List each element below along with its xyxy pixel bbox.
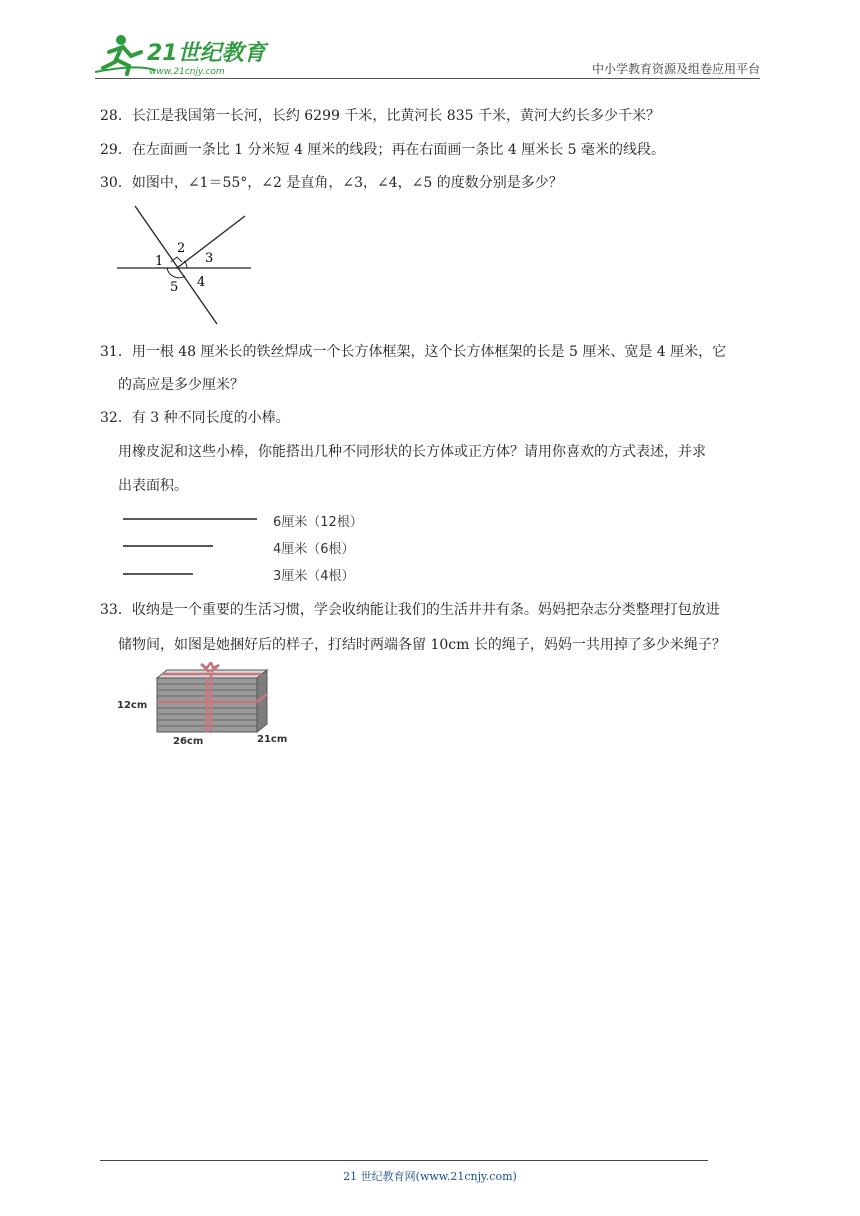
sticks-figure xyxy=(115,508,375,588)
question-29: 29．在左面画一条比 1 分米短 4 厘米的线段；再在右面画一条比 4 厘米长 5 毫米的线段。 xyxy=(100,142,666,158)
package-width-label: 21cm xyxy=(257,734,288,745)
angle-label-5: 5 xyxy=(170,280,179,295)
angle-arc-3 xyxy=(184,261,187,268)
header-platform-name: 中小学教育资源及组卷应用平台 xyxy=(591,62,760,76)
question-32-line-3: 出表面积。 xyxy=(118,478,188,494)
header-divider xyxy=(95,78,760,79)
logo-url: www.21cnjy.com xyxy=(149,67,225,77)
angle-arc-5 xyxy=(167,268,185,278)
angle-label-1: 1 xyxy=(155,254,164,269)
question-31-line-1: 31．用一根 48 厘米长的铁丝焊成一个长方体框架，这个长方体框架的长是 5 厘米、宽是 4 厘米，它 xyxy=(100,344,727,360)
logo-text: 21世纪教育 xyxy=(147,41,266,66)
question-28: 28．长江是我国第一长河，长约 6299 千米，比黄河长 835 千米，黄河大约长多少千米？ xyxy=(100,108,660,124)
angle-label-3: 3 xyxy=(205,251,214,266)
footer-divider xyxy=(100,1160,708,1161)
package-length-label: 26cm xyxy=(173,736,204,747)
question-33-line-1: 33．收纳是一个重要的生活习惯，学会收纳能让我们的生活井井有条。妈妈把杂志分类整理打包放进 xyxy=(100,602,720,618)
question-32-line-1: 32．有 3 种不同长度的小棒。 xyxy=(100,410,290,426)
question-32-line-2: 用橡皮泥和这些小棒，你能搭出几种不同形状的长方体或正方体？请用你喜欢的方式表述，并求 xyxy=(118,444,706,460)
angle-figure xyxy=(115,200,255,328)
site-logo xyxy=(95,30,275,78)
stick-label-3cm: 3厘米（4根） xyxy=(273,569,355,584)
runner-icon xyxy=(95,35,155,74)
angle-label-4: 4 xyxy=(197,275,206,290)
question-31-line-2: 的高应是多少厘米？ xyxy=(118,377,244,393)
page-header xyxy=(95,30,760,80)
question-33-line-2: 储物间，如图是她捆好后的样子，打结时两端各留 10cm 长的绳子，妈妈一共用掉了多少米绳子？ xyxy=(118,637,726,653)
question-30: 30．如图中，∠1＝55°，∠2 是直角，∠3，∠4，∠5 的度数分别是多少？ xyxy=(100,175,563,191)
angle-label-2: 2 xyxy=(177,241,186,256)
footer-text: 21 世纪教育网(www.21cnjy.com) xyxy=(343,1170,517,1183)
stick-label-4cm: 4厘米（6根） xyxy=(273,542,355,557)
package-height-label: 12cm xyxy=(117,700,148,711)
stick-label-6cm: 6厘米（12根） xyxy=(273,515,363,530)
package-figure xyxy=(115,662,295,748)
